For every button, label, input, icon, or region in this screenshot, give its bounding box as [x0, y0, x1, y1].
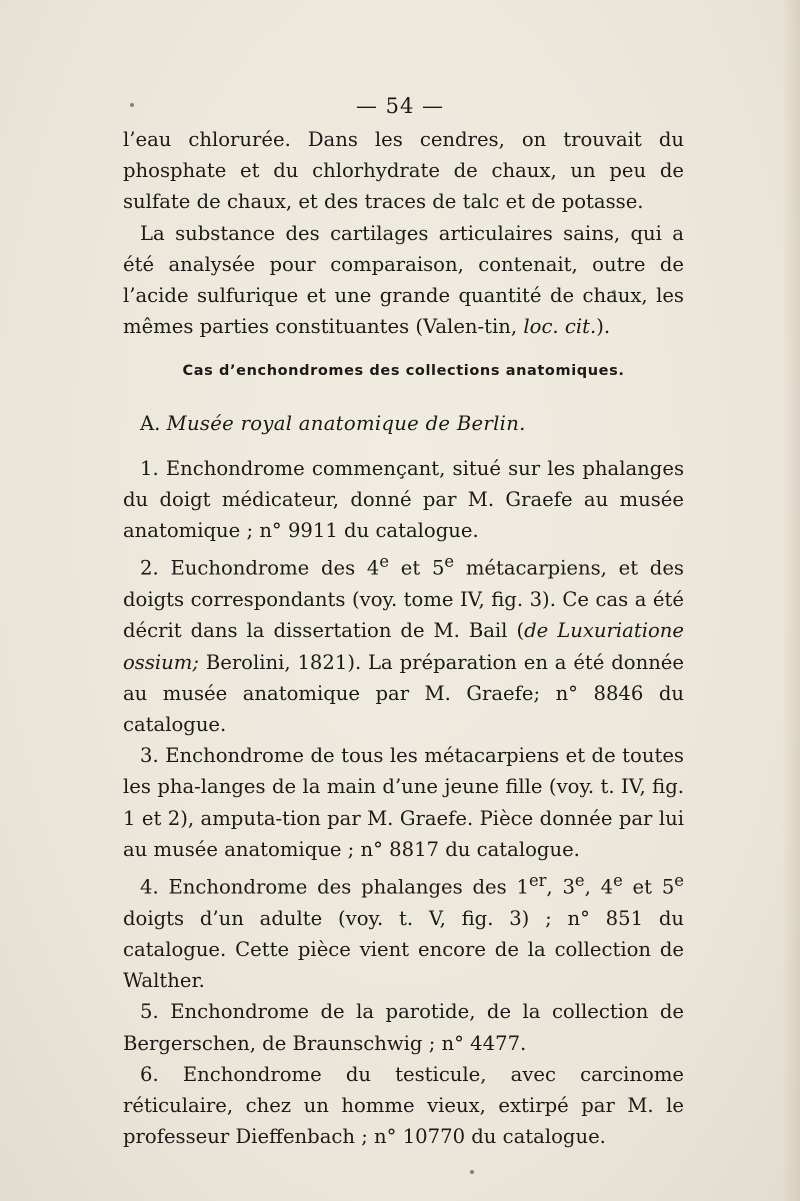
item-number: 2. [140, 556, 159, 580]
item-text: , 4 [584, 875, 614, 899]
ordinal-sup: e [613, 871, 623, 890]
page-edge-shadow [782, 0, 800, 1201]
subsection-letter: A. [140, 411, 161, 435]
item-text: et 5 [389, 556, 445, 580]
item-text: Enchondrome de la parotide, de la collection de Bergerschen, de Braunschwig ; n° 4477. [123, 1000, 684, 1055]
item-text: doigts d’un adulte (voy. t. V, fig. 3) ; n° 851 du catalogue. Cette pièce vient encore de la collection de Walther. [123, 906, 684, 993]
item-text: , 3 [546, 875, 575, 899]
item-text: Euchondrome des 4 [170, 556, 380, 580]
case-item-3 [123, 740, 684, 865]
item-text: Enchondrome du testicule, avec carcinome réticulaire, chez un homme vieux, extirpé par M. le professeur Dieffenbach ; n° 10770 du catalogue. [123, 1062, 684, 1149]
item-text: Enchondrome commençant, situé sur les phalanges du doigt médicateur, donné par M. Graefe au musée anatomique ; n° 9911 du catalogue. [123, 456, 684, 543]
item-text: Berolini, 1821). La préparation en a été donnée au musée anatomique par M. Graefe; n° 8846 du catalogue. [123, 650, 684, 736]
item-text: et 5 [622, 875, 675, 899]
item-number: 3. [140, 744, 159, 768]
citation-italic: loc. cit. [523, 315, 597, 339]
case-item-6 [123, 1059, 684, 1153]
ordinal-sup: e [379, 552, 390, 572]
paragraph-end: ). [596, 315, 611, 339]
ordinal-sup: er [528, 871, 547, 890]
paragraph-continued [123, 124, 684, 218]
paragraph-cartilage [123, 218, 684, 343]
item-text: Enchondrome des phalanges des 1 [168, 875, 529, 899]
subsection-title: Musée royal anatomique de Berlin. [166, 411, 526, 435]
speck [470, 1170, 474, 1174]
case-item-2 [123, 546, 684, 740]
body-text [123, 124, 684, 1152]
section-heading: Cas d’enchondromes des collections anatomiques. [182, 363, 625, 380]
ordinal-sup: e [574, 871, 585, 890]
subsection-heading [123, 408, 684, 439]
page-number: — 54 — [355, 94, 445, 118]
item-text: métacarpiens, et des doigts correspondants (voy. tome IV, fig. 3). Ce cas a été décrit dans la dissertation de M. Bail ( [123, 556, 684, 643]
paragraph-text: La substance des cartilages articulaires sains, qui a été analysée pour comparaison, contenait, outre de l’acide sulfurique et une grande quantité de chaux, les mêmes parties constituantes (Valen-tin, [123, 221, 684, 339]
item-number: 6. [140, 1062, 159, 1086]
ordinal-sup: e [674, 871, 684, 890]
case-item-5 [123, 996, 684, 1058]
paragraph-text: l’eau chlorurée. Dans les cendres, on trouvait du phosphate et du chlorhydrate de chaux, un peu de sulfate de chaux, et des traces de talc et de potasse. [123, 128, 684, 214]
item-text: Enchondrome de tous les métacarpiens et de toutes les pha-langes de la main d’une jeune fille (voy. t. IV, fig. 1 et 2), amputa-tion par M. Graefe. Pièce donnée par lui au musée anatomique ; n° 8817 du catalogue. [123, 744, 684, 861]
item-number: 4. [140, 875, 159, 899]
ordinal-sup: e [444, 552, 455, 572]
case-item-1 [123, 453, 684, 547]
item-number: 5. [140, 1000, 159, 1024]
case-item-4 [123, 865, 684, 996]
citation-italic: de Luxuriatione ossium; [123, 619, 684, 674]
item-number: 1. [140, 456, 159, 480]
